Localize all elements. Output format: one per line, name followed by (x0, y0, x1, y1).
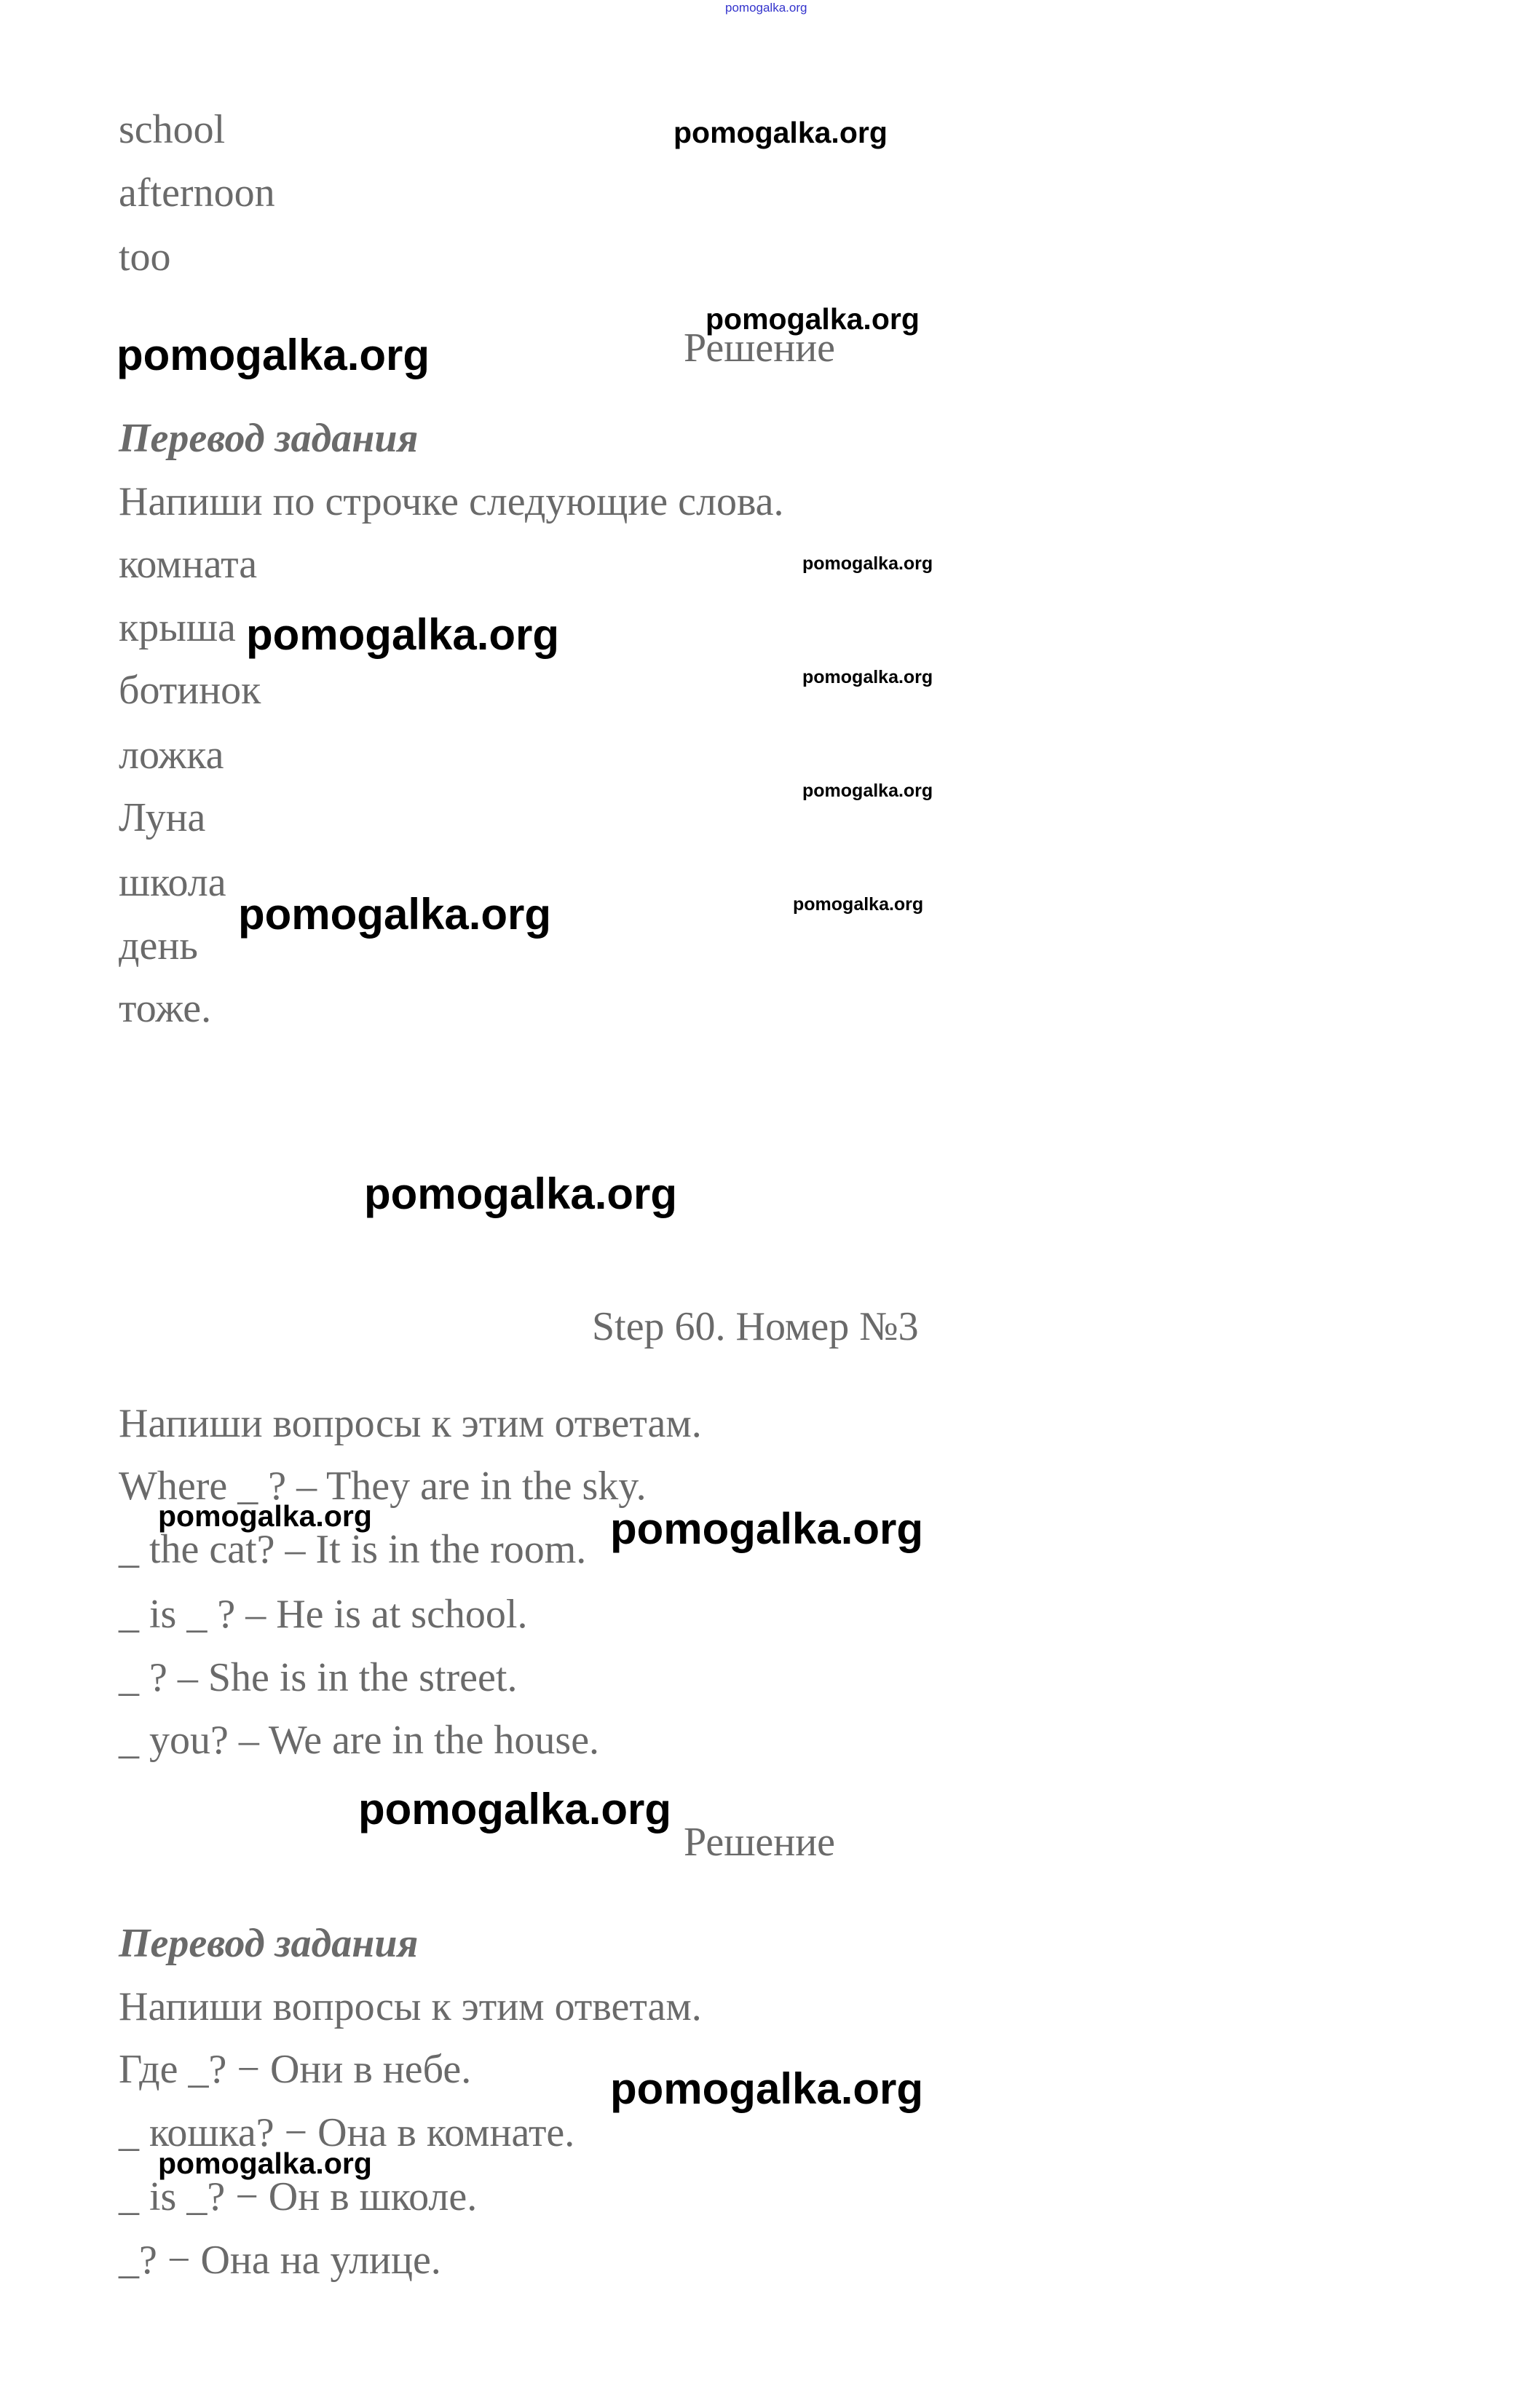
top-watermark: pomogalka.org (725, 1, 807, 15)
ru-word: школа (119, 860, 226, 905)
question-line: _ is _ ? – He is at school. (119, 1592, 528, 1637)
word: too (119, 234, 171, 280)
watermark: pomogalka.org (793, 894, 924, 915)
watermark: pomogalka.org (364, 1169, 678, 1218)
watermark: pomogalka.org (358, 1785, 672, 1833)
solution-label: Решение (684, 1820, 836, 1865)
ru-word: ложка (119, 733, 224, 778)
question-line: Where _ ? – They are in the sky. (119, 1464, 647, 1509)
watermark: pomogalka.org (116, 331, 430, 379)
instruction: Напиши вопросы к этим ответам. (119, 1401, 702, 1446)
watermark: pomogalka.org (610, 2064, 924, 2113)
question-line-ru: _ is _? − Он в школе. (119, 2174, 478, 2219)
question-line-ru: _ кошка? − Она в комнате. (119, 2110, 575, 2155)
watermark: pomogalka.org (802, 553, 933, 574)
ru-word: Луна (119, 795, 206, 840)
ru-word: тоже. (119, 986, 212, 1031)
instruction: Напиши по строчке следующие слова. (119, 479, 784, 524)
ru-word: крыша (119, 605, 236, 650)
exercise-title: Step 60. Номер №3 (592, 1304, 919, 1349)
watermark: pomogalka.org (706, 302, 920, 336)
watermark: pomogalka.org (802, 781, 933, 801)
question-line: _ the cat? – It is in the room. (119, 1527, 587, 1572)
watermark: pomogalka.org (610, 1504, 924, 1553)
word: afternoon (119, 170, 275, 216)
solution-label: Решение (684, 325, 836, 371)
translation-heading: Перевод задания (119, 1921, 419, 1966)
watermark: pomogalka.org (158, 1499, 372, 1533)
ru-word: день (119, 923, 198, 968)
word: school (119, 107, 226, 152)
ru-word: ботинок (119, 668, 261, 713)
watermark: pomogalka.org (158, 2147, 372, 2180)
watermark: pomogalka.org (238, 890, 552, 939)
question-line-ru: _? − Она на улице. (119, 2238, 441, 2283)
watermark: pomogalka.org (246, 610, 560, 659)
watermark: pomogalka.org (802, 667, 933, 687)
question-line: _ you? – We are in the house. (119, 1718, 600, 1763)
question-line: _ ? – She is in the street. (119, 1655, 518, 1700)
translation-heading: Перевод задания (119, 416, 419, 461)
instruction: Напиши вопросы к этим ответам. (119, 1984, 702, 2029)
ru-word: комната (119, 542, 258, 587)
watermark: pomogalka.org (673, 116, 888, 149)
question-line-ru: Где _? − Они в небе. (119, 2047, 472, 2092)
